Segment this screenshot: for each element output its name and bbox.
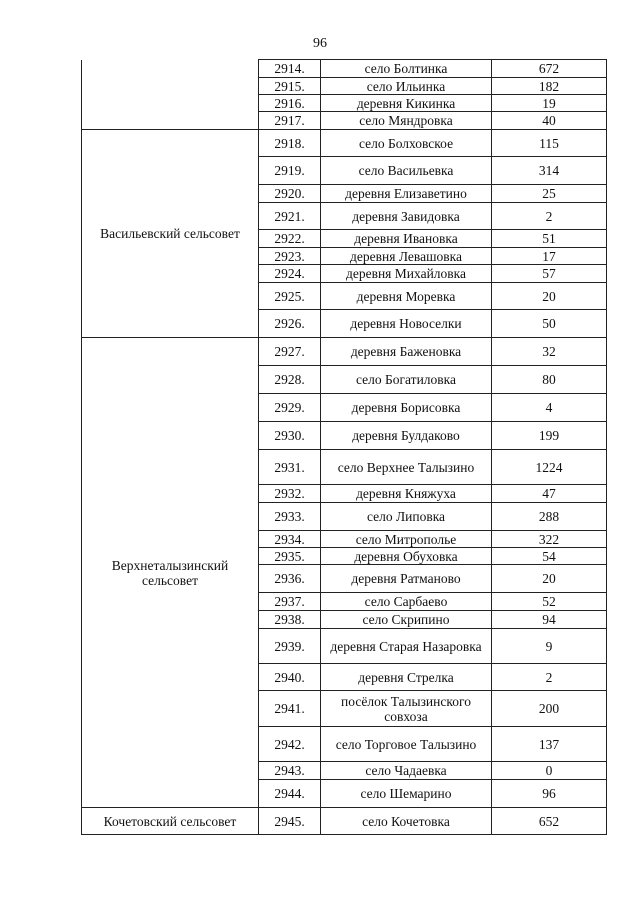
population-cell: 672 [492,60,607,78]
district-cell: Верхнеталызинский сельсовет [82,338,259,808]
population-cell: 20 [492,283,607,310]
population-cell: 47 [492,485,607,503]
population-cell: 4 [492,394,607,422]
settlement-name-cell: село Шемарино [321,780,492,808]
population-cell: 52 [492,593,607,611]
settlement-table [81,59,607,835]
row-number-cell: 2936. [259,565,321,593]
settlement-name-cell: посёлок Талызинского совхоза [321,691,492,727]
settlement-name-cell: село Верхнее Талызино [321,450,492,485]
population-cell: 94 [492,611,607,629]
row-number-cell: 2921. [259,203,321,230]
table-row [82,808,607,835]
row-number-cell: 2920. [259,185,321,203]
table-row [82,60,607,78]
row-number-cell: 2924. [259,265,321,283]
settlement-name-cell: деревня Баженовка [321,338,492,366]
settlement-name-cell: село Митрополье [321,531,492,548]
settlement-name-cell: деревня Елизаветино [321,185,492,203]
settlement-name-cell: деревня Новоселки [321,310,492,338]
settlement-name-cell: село Липовка [321,503,492,531]
settlement-name-cell: село Чадаевка [321,762,492,780]
row-number-cell: 2926. [259,310,321,338]
settlement-name-cell: деревня Борисовка [321,394,492,422]
settlement-name-cell: деревня Обуховка [321,548,492,565]
row-number-cell: 2938. [259,611,321,629]
population-cell: 19 [492,95,607,112]
settlement-name-cell: село Сарбаево [321,593,492,611]
population-cell: 96 [492,780,607,808]
population-cell: 50 [492,310,607,338]
population-cell: 137 [492,727,607,762]
population-cell: 0 [492,762,607,780]
population-cell: 32 [492,338,607,366]
population-cell: 652 [492,808,607,835]
population-cell: 2 [492,664,607,691]
row-number-cell: 2918. [259,130,321,157]
row-number-cell: 2927. [259,338,321,366]
settlement-name-cell: село Торговое Талызино [321,727,492,762]
population-cell: 25 [492,185,607,203]
row-number-cell: 2929. [259,394,321,422]
population-cell: 115 [492,130,607,157]
table-row [82,130,607,157]
settlement-name-cell: деревня Булдаково [321,422,492,450]
row-number-cell: 2930. [259,422,321,450]
row-number-cell: 2941. [259,691,321,727]
row-number-cell: 2944. [259,780,321,808]
row-number-cell: 2943. [259,762,321,780]
row-number-cell: 2937. [259,593,321,611]
settlement-name-cell: деревня Ратманово [321,565,492,593]
settlement-name-cell: деревня Кикинка [321,95,492,112]
district-cell [82,60,259,130]
row-number-cell: 2919. [259,157,321,185]
population-cell: 54 [492,548,607,565]
population-cell: 17 [492,248,607,265]
row-number-cell: 2923. [259,248,321,265]
population-cell: 57 [492,265,607,283]
settlement-name-cell: деревня Моревка [321,283,492,310]
settlement-name-cell: деревня Княжуха [321,485,492,503]
population-cell: 40 [492,112,607,130]
settlement-name-cell: село Болтинка [321,60,492,78]
row-number-cell: 2939. [259,629,321,664]
population-cell: 322 [492,531,607,548]
population-cell: 9 [492,629,607,664]
row-number-cell: 2935. [259,548,321,565]
row-number-cell: 2915. [259,78,321,95]
population-cell: 200 [492,691,607,727]
settlement-name-cell: село Скрипино [321,611,492,629]
settlement-name-cell: деревня Стрелка [321,664,492,691]
settlement-name-cell: село Мяндровка [321,112,492,130]
population-cell: 314 [492,157,607,185]
district-cell: Васильевский сельсовет [82,130,259,338]
population-cell: 20 [492,565,607,593]
row-number-cell: 2914. [259,60,321,78]
row-number-cell: 2942. [259,727,321,762]
row-number-cell: 2932. [259,485,321,503]
table-row [82,338,607,366]
row-number-cell: 2934. [259,531,321,548]
settlement-name-cell: село Болховское [321,130,492,157]
row-number-cell: 2933. [259,503,321,531]
population-cell: 182 [492,78,607,95]
settlement-name-cell: село Кочетовка [321,808,492,835]
row-number-cell: 2928. [259,366,321,394]
population-cell: 2 [492,203,607,230]
district-cell: Кочетовский сельсовет [82,808,259,835]
population-cell: 288 [492,503,607,531]
row-number-cell: 2925. [259,283,321,310]
row-number-cell: 2940. [259,664,321,691]
settlement-name-cell: деревня Завидовка [321,203,492,230]
settlement-name-cell: село Васильевка [321,157,492,185]
population-cell: 1224 [492,450,607,485]
settlement-name-cell: деревня Михайловка [321,265,492,283]
page-number: 96 [313,36,327,51]
row-number-cell: 2931. [259,450,321,485]
row-number-cell: 2916. [259,95,321,112]
settlement-name-cell: село Ильинка [321,78,492,95]
row-number-cell: 2945. [259,808,321,835]
population-cell: 199 [492,422,607,450]
settlement-name-cell: деревня Левашовка [321,248,492,265]
row-number-cell: 2922. [259,230,321,248]
row-number-cell: 2917. [259,112,321,130]
population-cell: 80 [492,366,607,394]
settlement-name-cell: деревня Ивановка [321,230,492,248]
settlement-name-cell: деревня Старая Назаровка [321,629,492,664]
population-cell: 51 [492,230,607,248]
settlement-name-cell: село Богатиловка [321,366,492,394]
